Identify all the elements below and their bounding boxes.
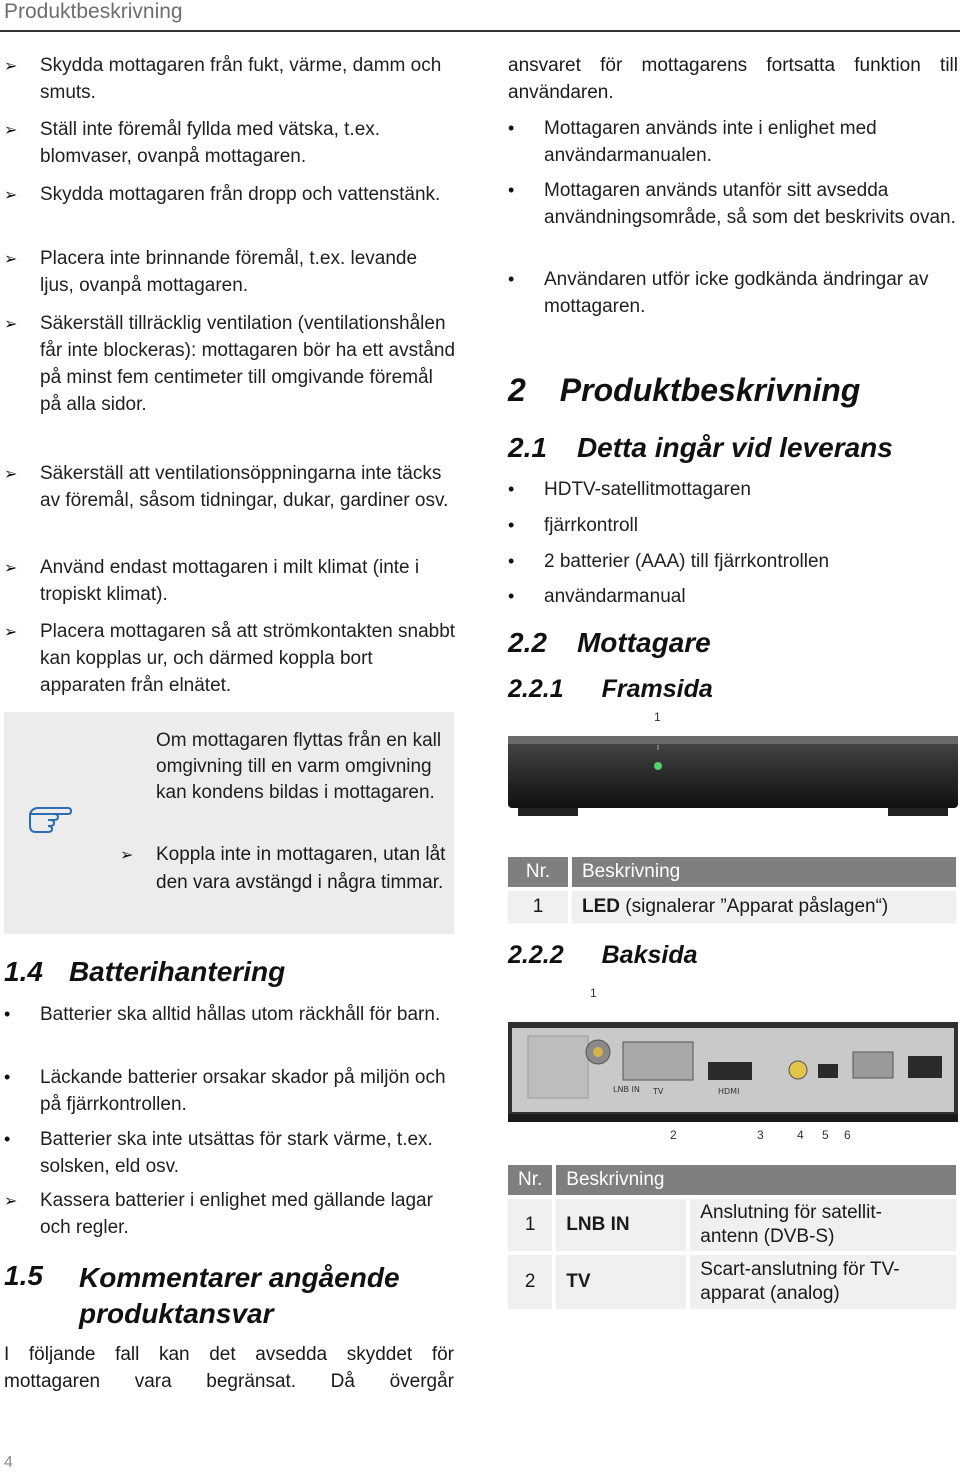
section-heading-1-4: 1.4 Batterihantering [4, 956, 286, 987]
arrow-bullet-icon [4, 618, 26, 646]
list-item: • fjärrkontroll [508, 512, 958, 539]
back-callout-2: 2 [670, 1128, 677, 1142]
receiver-front-image [508, 730, 958, 820]
list-item: • Användaren utför icke godkända ändringar av mottagaren. [508, 266, 958, 320]
table-cell: Scart-anslutning för TV-apparat (analog) [688, 1253, 956, 1309]
arrow-bullet-icon [4, 1187, 26, 1215]
list-item: • Mottagaren används inte i enlighet med användarmanualen. [508, 115, 958, 169]
list-item: ➢ Placera inte brinnande föremål, t.ex. levande ljus, ovanpå mottagaren. [4, 245, 456, 299]
header-cell: Nr. [508, 1165, 554, 1197]
page-number: 4 [4, 1454, 13, 1471]
back-callout-6: 6 [844, 1128, 851, 1142]
list-item: • Batterier ska inte utsättas för stark värme, t.ex. solsken, eld osv. [4, 1126, 456, 1180]
list-item: ➢ Kassera batterier i enlighet med gällande lagar och regler. [4, 1187, 456, 1241]
list-item: ➢ Använd endast mottagaren i milt klimat (inte i tropiskt klimat). [4, 554, 456, 608]
bullet-icon [4, 1064, 26, 1091]
table-cell: 1 [508, 1197, 554, 1253]
section-heading-1-5: Kommentarer angående produktansvar [79, 1262, 400, 1329]
back-callout-5: 5 [822, 1128, 829, 1142]
table-cell: 1 [508, 889, 570, 923]
responsibility-paragraph: I följande fall kan det avsedda skyddet för mottagaren vara begränsat. Då övergår [4, 1344, 454, 1392]
front-callout-1: 1 [654, 710, 661, 724]
back-table [508, 1165, 956, 1309]
front-table [508, 857, 956, 923]
bullet-icon [508, 548, 530, 575]
list-item: ➢ Ställ inte föremål fyllda med vätska, t.ex. blomvaser, ovanpå mottagaren. [4, 116, 456, 170]
receiver-back-image [508, 1022, 958, 1132]
back-callout-1: 1 [590, 986, 597, 1000]
table-cell: Anslutning för satellit-antenn (DVB-S) [688, 1197, 956, 1253]
table-header-row [508, 857, 956, 889]
note-item: ➢ Koppla inte in mottagaren, utan låt den vara avstängd i några timmar. [120, 841, 456, 897]
list-item: ➢ Skydda mottagaren från fukt, värme, damm och smuts. [4, 52, 456, 106]
arrow-bullet-icon [4, 52, 26, 80]
list-item: • användarmanual [508, 583, 958, 610]
arrow-bullet-icon [4, 245, 26, 273]
back-callout-3: 3 [757, 1128, 764, 1142]
table-cell: LED (signalerar ”Apparat påslagen“) [570, 889, 956, 923]
back-callout-4: 4 [797, 1128, 804, 1142]
section-heading-2-2-1: 2.2.1 Framsida [508, 675, 713, 703]
list-item: ➢ Skydda mottagaren från dropp och vattenstänk. [4, 181, 456, 208]
list-item: ➢ Placera mottagaren så att strömkontakten snabbt kan kopplas ur, och därmed koppla bort apparaten från elnätet. [4, 618, 456, 699]
table-cell: 2 [508, 1253, 554, 1309]
section-heading-1-5-number: 1.5 [4, 1260, 43, 1291]
section-heading-2-1: 2.1 Detta ingår vid leverans [508, 432, 893, 463]
list-item: • Läckande batterier orsakar skador på miljön och på fjärrkontrollen. [4, 1064, 456, 1118]
chapter-heading: 2 Produktbeskrivning [508, 372, 861, 408]
port-label-hdmi: HDMI [718, 1087, 740, 1096]
bullet-icon [508, 115, 530, 142]
pointing-hand-icon [28, 800, 72, 836]
header-cell: Beskrivning [554, 1165, 956, 1197]
arrow-bullet-icon [4, 181, 26, 209]
list-item: ➢ Säkerställ tillräcklig ventilation (ventilationshålen får inte blockeras): mottagaren bör ha ett avstånd på minst fem centimeter till omgivande föremål på alla sidor. [4, 310, 456, 418]
header-rule [0, 30, 960, 32]
port-label-lnb: LNB IN [613, 1085, 640, 1094]
arrow-bullet-icon [4, 554, 26, 582]
continuation-paragraph: ansvaret för mottagarens fortsatta funktion till användaren. [508, 55, 958, 103]
table-row [508, 1253, 956, 1309]
arrow-bullet-icon [4, 460, 26, 488]
bullet-icon [4, 1001, 26, 1028]
list-item: ➢ Säkerställ att ventilationsöppningarna inte täcks av föremål, såsom tidningar, dukar, gardiner osv. [4, 460, 456, 514]
list-item: • 2 batterier (AAA) till fjärrkontrollen [508, 548, 958, 575]
running-header: Produktbeskrivning [4, 0, 183, 23]
bullet-icon [508, 266, 530, 293]
note-paragraph: Om mottagaren flyttas från en kall omgivning till en varm omgivning kan kondens bildas i mottagaren. [156, 730, 442, 803]
bullet-icon [508, 476, 530, 503]
list-item: • HDTV-satellitmottagaren [508, 476, 958, 503]
section-heading-2-2-2: 2.2.2 Baksida [508, 941, 698, 969]
header-cell: Nr. [508, 857, 570, 889]
arrow-bullet-icon [4, 116, 26, 144]
table-row [508, 889, 956, 923]
bullet-icon [508, 177, 530, 204]
table-header-row [508, 1165, 956, 1197]
table-cell: TV [554, 1253, 688, 1309]
header-cell: Beskrivning [570, 857, 956, 889]
bullet-icon [508, 583, 530, 610]
port-label-tv: TV [653, 1087, 664, 1096]
list-item: • Mottagaren används utanför sitt avsedda användningsområde, så som det beskrivits ovan. [508, 177, 958, 231]
table-cell: LNB IN [554, 1197, 688, 1253]
arrow-bullet-icon [4, 310, 26, 338]
arrow-bullet-icon [120, 841, 133, 870]
section-heading-2-2: 2.2 Mottagare [508, 627, 711, 658]
bullet-icon [508, 512, 530, 539]
list-item: • Batterier ska alltid hållas utom räckhåll för barn. [4, 1001, 456, 1028]
table-row [508, 1197, 956, 1253]
bullet-icon [4, 1126, 26, 1153]
